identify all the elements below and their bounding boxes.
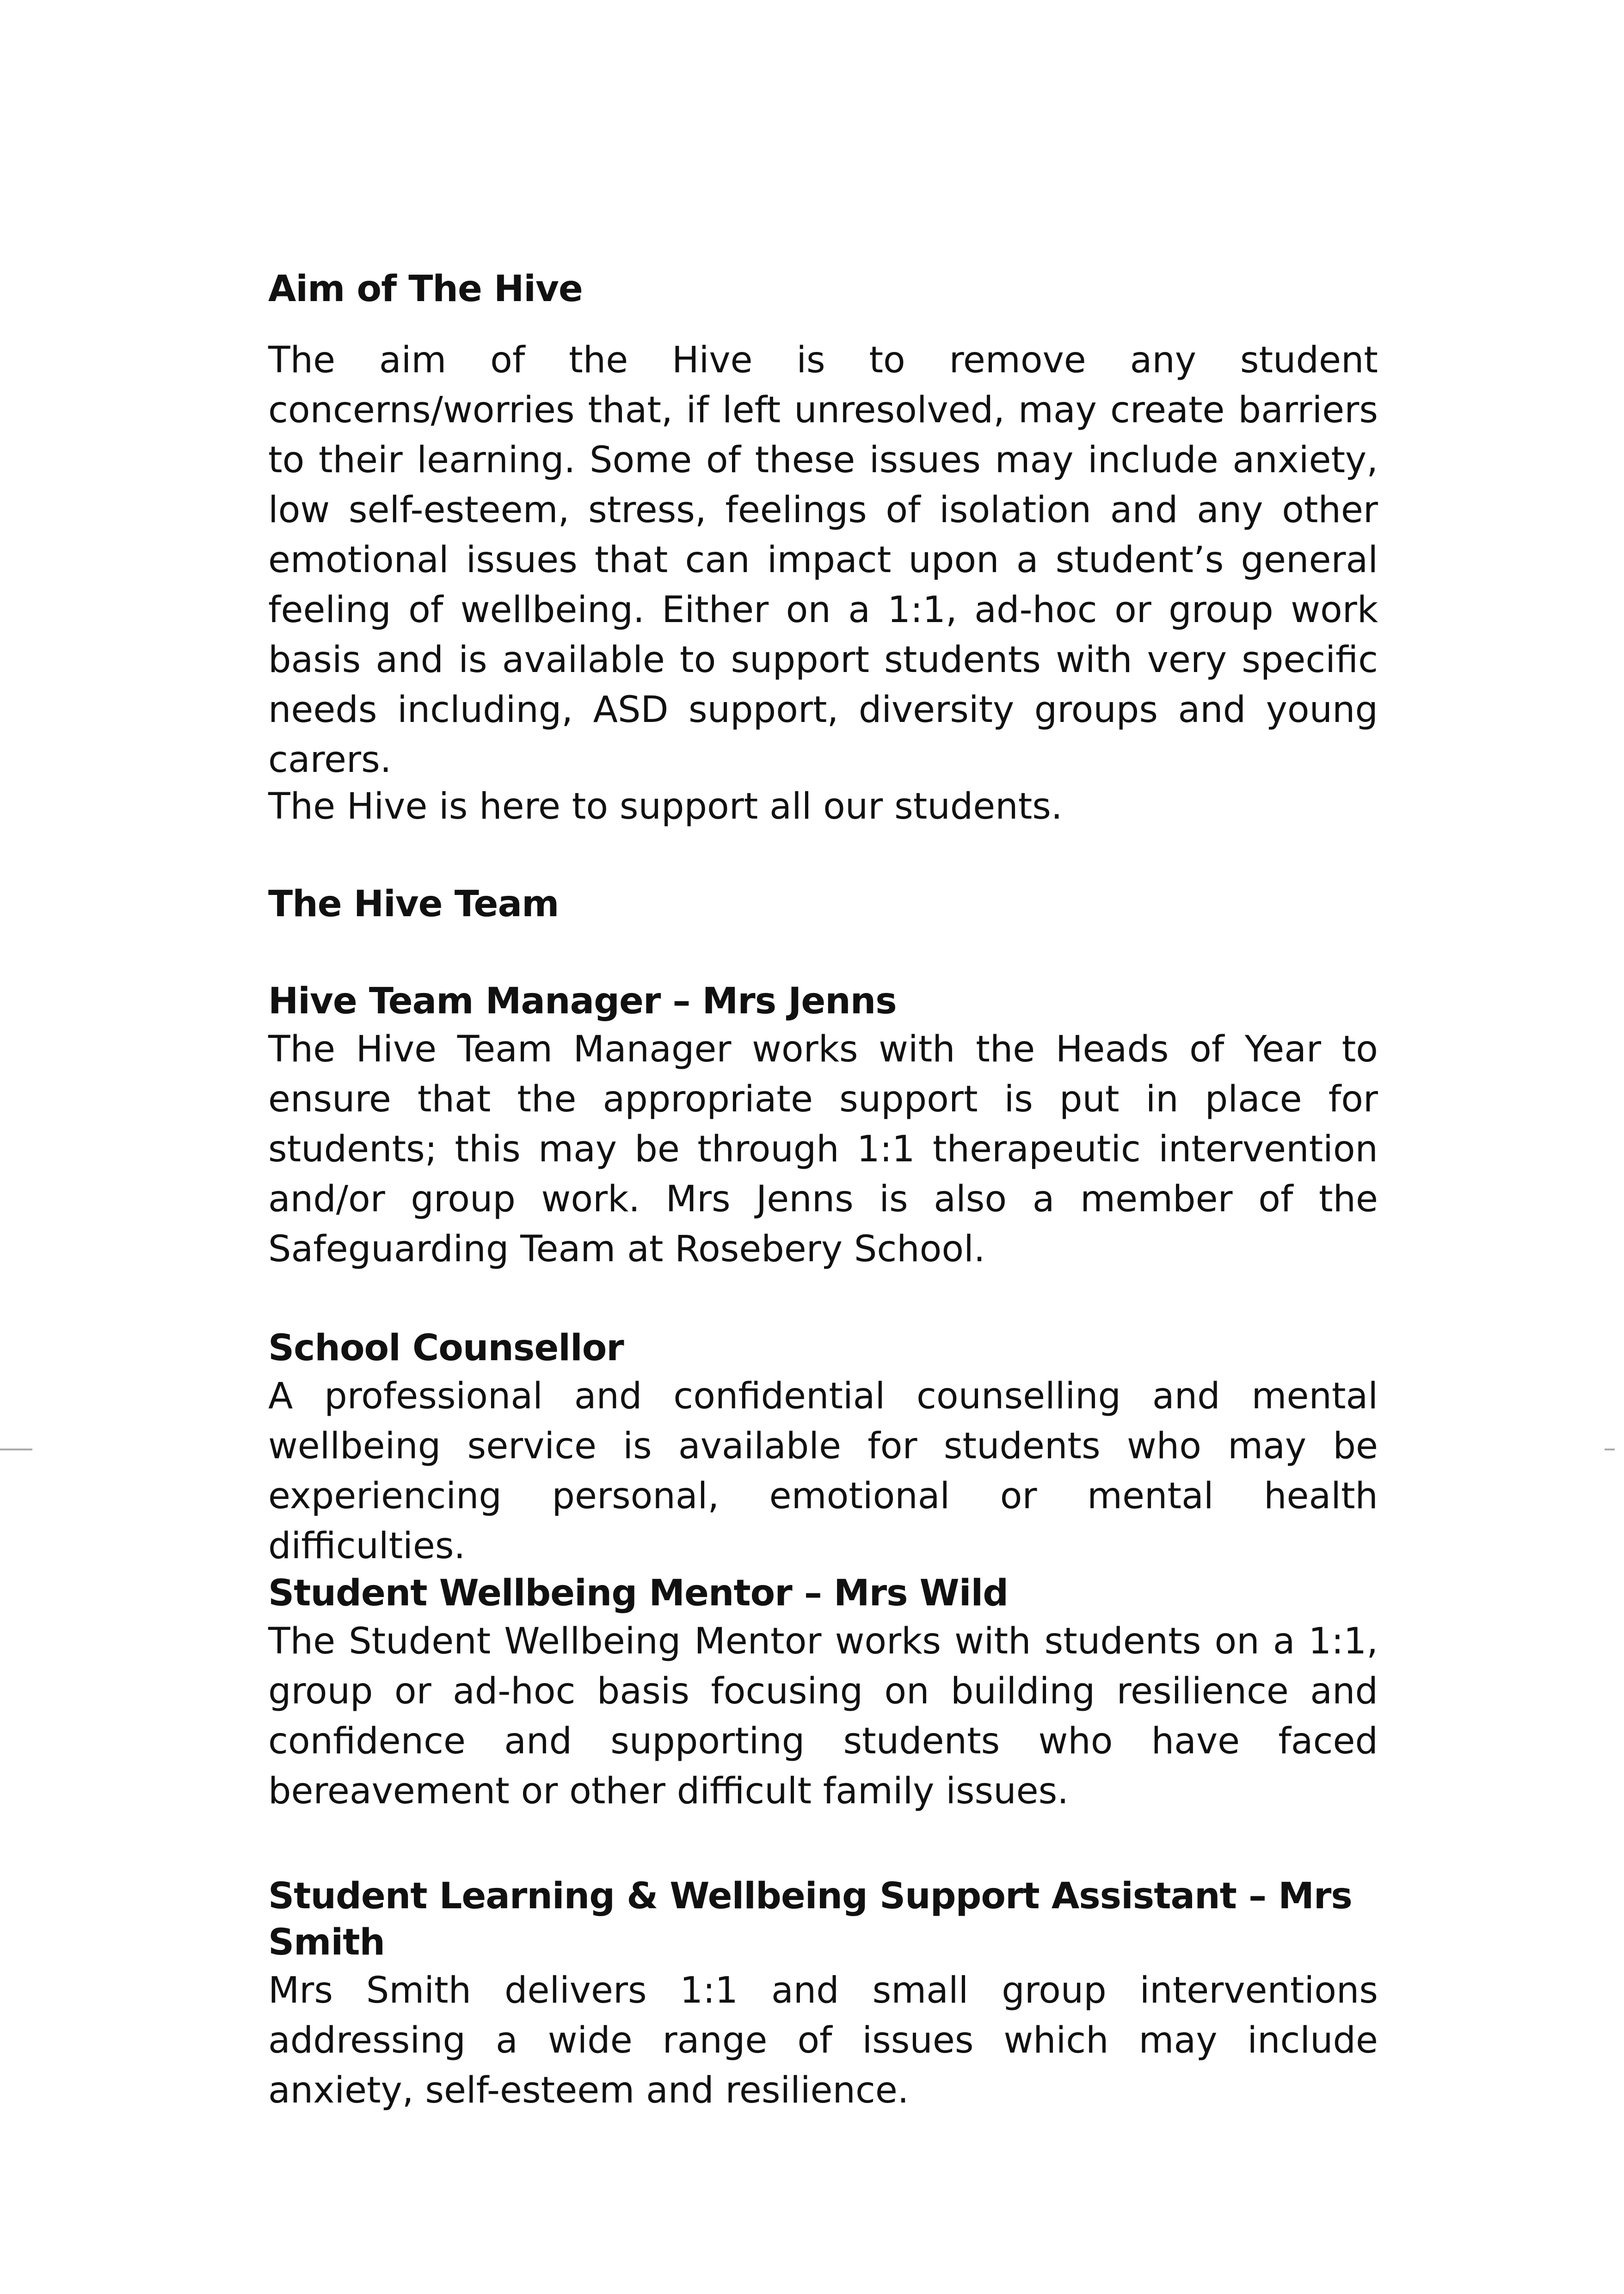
aim-body: The aim of the Hive is to remove any student concerns/worries that, if left unresolved, may create barriers to their learning. Some of these issues may include anxiety, low self-esteem, stress, feelings of isolation and any other emotional issues that can impact upon a student’s general feeling of wellbeing. Either on a 1:1, ad-hoc or group work basis and is available to support students with very specific needs including, ASD support, diversity groups and young carers. xyxy=(268,339,1378,781)
aim-section xyxy=(268,266,1378,312)
counsellor-body: A professional and confidential counselling and mental wellbeing service is available for students who may be experiencing personal, emotional or mental health difficulties. xyxy=(268,1375,1378,1567)
mentor-section xyxy=(268,1570,1378,1816)
assistant-heading: Student Learning & Wellbeing Support Assistant – Mrs Smith xyxy=(268,1875,1352,1963)
scan-mark-left xyxy=(0,1449,32,1450)
manager-section xyxy=(268,978,1378,1274)
assistant-section xyxy=(268,1873,1378,2115)
team-heading-block xyxy=(268,881,1378,927)
scan-mark-right xyxy=(1605,1449,1615,1450)
support-all-block xyxy=(268,782,1378,832)
aim-heading: Aim of The Hive xyxy=(268,268,583,310)
mentor-body: The Student Wellbeing Mentor works with students on a 1:1, group or ad-hoc basis focusing on building resilience and confidence and supporting students who have faced bereavement or other difficult family issues. xyxy=(268,1621,1378,1812)
team-heading: The Hive Team xyxy=(268,883,559,925)
assistant-body: Mrs Smith delivers 1:1 and small group interventions addressing a wide range of issues which may include anxiety, self-esteem and resilience. xyxy=(268,1970,1378,2111)
counsellor-section xyxy=(268,1325,1378,1571)
aim-body-block xyxy=(268,335,1378,785)
mentor-heading: Student Wellbeing Mentor – Mrs Wild xyxy=(268,1572,1009,1614)
support-all-text: The Hive is here to support all our students. xyxy=(268,786,1063,827)
manager-body: The Hive Team Manager works with the Heads of Year to ensure that the appropriate support is put in place for students; this may be through 1:1 therapeutic intervention and/or group work. Mrs Jenns is also a member of the Safeguarding Team at Rosebery School. xyxy=(268,1029,1378,1270)
manager-heading: Hive Team Manager – Mrs Jenns xyxy=(268,980,897,1022)
counsellor-heading: School Counsellor xyxy=(268,1327,624,1369)
